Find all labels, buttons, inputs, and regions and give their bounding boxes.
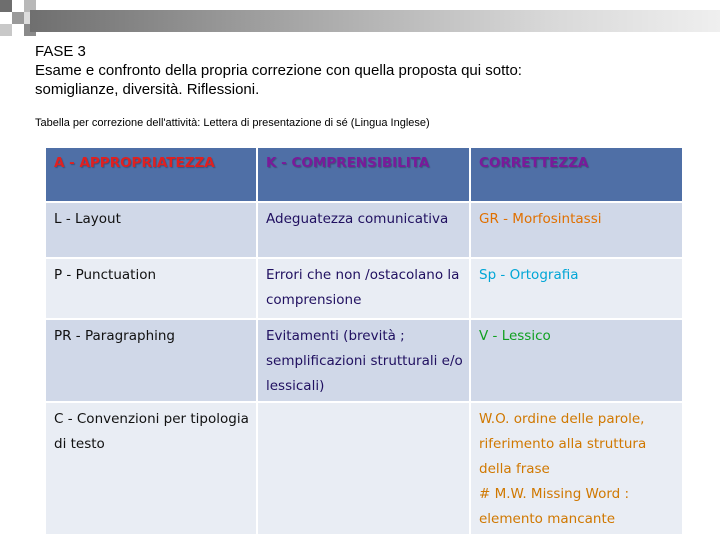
decorative-top-bar xyxy=(30,10,720,32)
table-caption: Tabella per correzione dell'attività: Lettera di presentazione di sé (Lingua Inglese) xyxy=(35,117,430,129)
missing-word-note: # M.W. Missing Word : elemento mancante xyxy=(479,486,630,527)
table-cell: Evitamenti (brevità ; semplificazioni strutturali e/o lessicali) xyxy=(257,319,470,402)
word-order-note: W.O. ordine delle parole, riferimento alla struttura della frase xyxy=(479,411,647,477)
header-appropriatezza: A - APPROPRIATEZZA xyxy=(45,147,257,202)
table-row xyxy=(45,258,683,319)
slide-title xyxy=(35,42,705,99)
table-row xyxy=(45,202,683,258)
table-row xyxy=(45,402,683,535)
table-cell: Sp - Ortografia xyxy=(470,258,683,319)
header-correttezza: CORRETTEZZA xyxy=(470,147,683,202)
title-line-2: Esame e confronto della propria correzione con quella proposta qui sotto: xyxy=(35,62,522,79)
table-cell xyxy=(257,402,470,535)
decorative-checker-pattern xyxy=(0,0,36,540)
table-cell xyxy=(470,402,683,535)
table-cell: C - Convenzioni per tipologia di testo xyxy=(45,402,257,535)
header-comprensibilita: K - COMPRENSIBILITA xyxy=(257,147,470,202)
table-cell: Adeguatezza comunicativa xyxy=(257,202,470,258)
table-cell: L - Layout xyxy=(45,202,257,258)
table-cell: V - Lessico xyxy=(470,319,683,402)
table-cell: GR - Morfosintassi xyxy=(470,202,683,258)
correction-table xyxy=(44,146,684,536)
table-header-row xyxy=(45,147,683,202)
table-row xyxy=(45,319,683,402)
title-line-3: somiglianze, diversità. Riflessioni. xyxy=(35,81,260,98)
title-line-1: FASE 3 xyxy=(35,43,86,60)
table-cell: PR - Paragraphing xyxy=(45,319,257,402)
table-cell: Errori che non /ostacolano la comprensione xyxy=(257,258,470,319)
table-cell: P - Punctuation xyxy=(45,258,257,319)
